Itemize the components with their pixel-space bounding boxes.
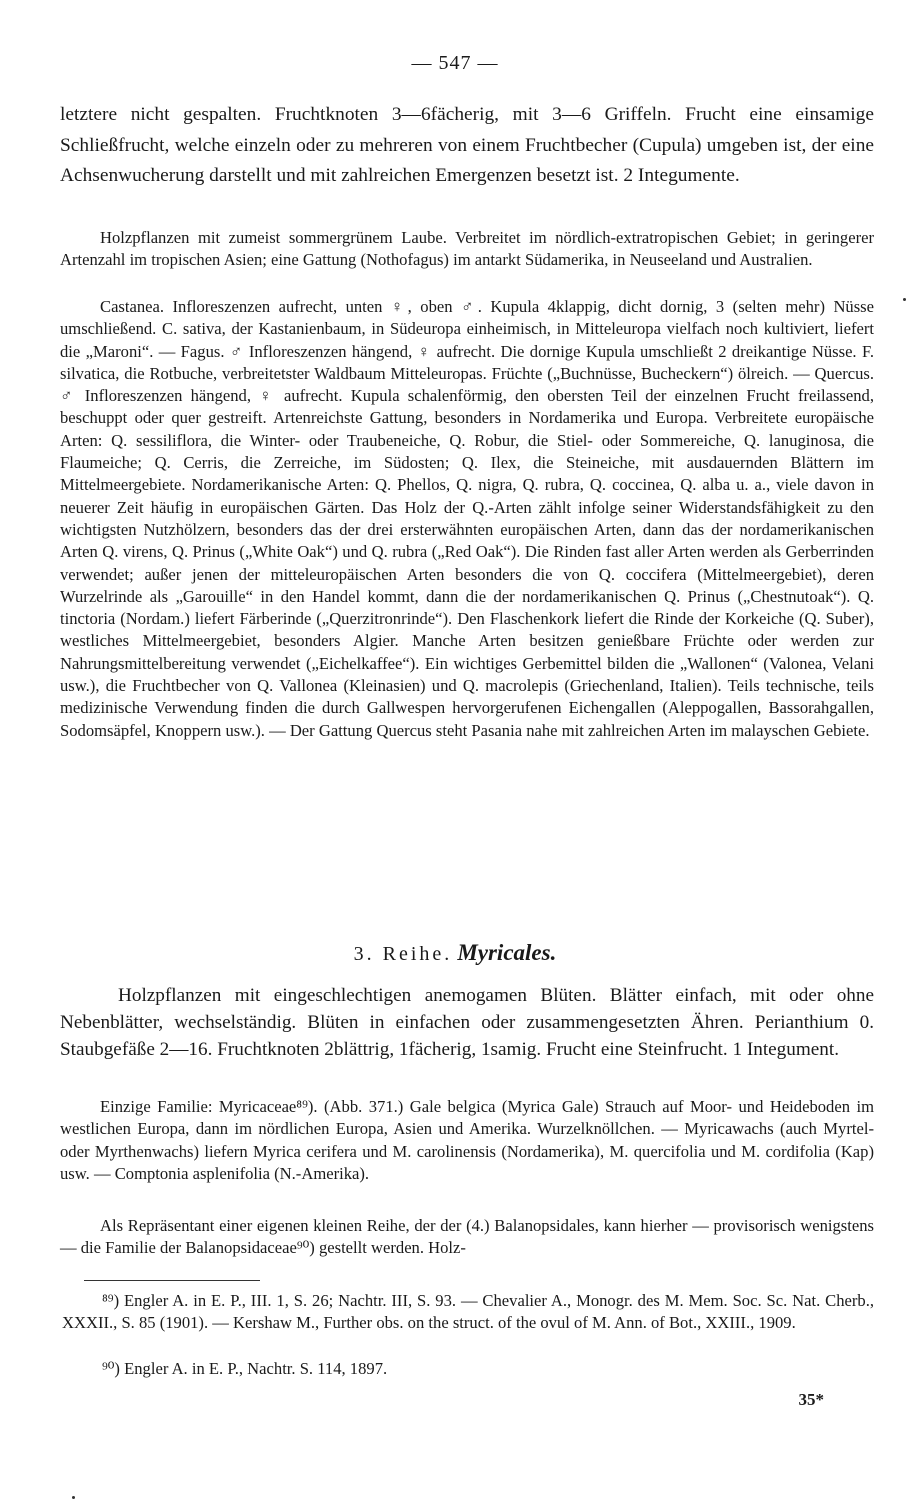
footnote-90: ⁹⁰) Engler A. in E. P., Nachtr. S. 114, 1897.: [102, 1359, 388, 1378]
page-number: — 547 —: [411, 52, 499, 74]
heading-title: Myricales.: [457, 940, 557, 965]
paragraph-distribution: Holzpflanzen mit zumeist sommergrünem Laube. Verbreitet im nördlich-extratropischen Gebiet; in geringerer Artenzahl im tropischen Asien; eine Gattung (Nothofagus) im antarkt Südamerika, in Neuseeland und Australien.: [60, 228, 874, 270]
footnote-89: ⁸⁹) Engler A. in E. P., III. 1, S. 26; Nachtr. III, S. 93. — Chevalier A., Monogr. des M. Mem. Soc. Sc. Nat. Cherb., XXXII., S. 85 (1901). — Kershaw M., Further obs. on the struct. of the ovul of M. Ann. of Bot., XXIII., 1909.: [62, 1291, 874, 1333]
paragraph-myricaceae: Einzige Familie: Myricaceae⁸⁹). (Abb. 371.) Gale belgica (Myrica Gale) Strauch auf Moor- und Heideboden im westlichen Europa, dann im nördlichen Europa, Asien und Amerika. Wurzelknöllchen. — Myricawachs (auch Myrtel- oder Myrthenwachs) liefern Myrica cerifera und M. carolinensis (Nordamerika), M. quercifolia und M. cordifolia (Kap) usw. — Comptonia asplenifolia (N.-Amerika).: [60, 1097, 874, 1183]
margin-speck: [903, 298, 906, 301]
heading-prefix: 3. Reihe.: [353, 943, 453, 965]
section-heading: [0, 940, 910, 966]
footnote-divider: [84, 1280, 260, 1281]
paragraph-balanopsidales: Als Repräsentant einer eigenen kleinen Reihe, der der (4.) Balanopsidales, kann hierher — provisorisch wenigstens — die Familie der Balanopsidaceae⁹⁰) gestellt werden. Holz-: [60, 1216, 874, 1258]
paragraph-genera: Castanea. Infloreszenzen aufrecht, unten ♀, oben ♂. Kupula 4klappig, dicht dornig, 3 (selten mehr) Nüsse umschließend. C. sativa, der Kastanienbaum, in Südeuropa einheimisch, in Mitteleuropa vielfach noch kultiviert, liefert die „Maroni“. — Fagus. ♂ Infloreszenzen hängend, ♀ aufrecht. Die dornige Kupula umschließt 2 dreikantige Nüsse. F. silvatica, die Rotbuche, verbreitetster Waldbaum Mitteleuropas. Früchte („Buchnüsse, Bucheckern“) ölreich. — Quercus. ♂ Infloreszenzen hängend, ♀ aufrecht. Kupula schalenförmig, den obersten Teil der einzelnen Frucht freilassend, beschuppt oder quer gestreift. Artenreichste Gattung, besonders in Nordamerika und Europa. Verbreitete europäische Arten: Q. sessiliflora, die Winter- oder Traubeneiche, Q. Robur, die Stiel- oder Sommereiche, Q. lanuginosa, die Flaumeiche; Q. Cerris, die Zerreiche, im Südosten; Q. Ilex, die Steineiche, mit ausdauernden Blättern im Mittelmeergebiete. Nordamerikanische Arten: Q. Phellos, Q. nigra, Q. rubra, Q. coccinea, Q. alba u. a., viele davon in neuerer Zeit häufig in europäischen Gärten. Das Holz der Q.-Arten zählt infolge seiner Widerstandsfähigkeit zu den wichtigsten Nutzhölzern, besonders das der drei ersterwähnten europäischen Arten, dann das der nordamerikanischen Arten Q. virens, Q. Prinus („White Oak“) und Q. rubra („Red Oak“). Die Rinden fast aller Arten werden als Gerberrinden verwendet; außer jenen der mitteleuropäischen Arten besonders die von Q. coccifera (Mittelmeergebiet), deren Wurzelrinde als „Garouille“ in den Handel kommt, dann die der nordamerikanischen Q. Prinus („Chestnutoak“). Q. tinctoria (Nordam.) liefert Färberinde („Querzitronrinde“). Den Flaschenkork liefert die Rinde der Korkeiche (Q. Suber), westliches Mittelmeergebiet, besonders Algier. Manche Arten besitzen genießbare Früchte oder werden zur Nahrungsmittelbereitung verwendet („Eichelkaffee“). Ein wichtiges Gerbemittel bilden die „Wallonen“ (Valonea, Velani usw.), die Fruchtbecher von Q. Vallonea (Kleinasien) und Q. macrolepis (Griechenland, Italien). Teils technische, teils medizinische Verwendung finden die durch Gallwespen hervorgerufenen Eichengallen (Aleppogallen, Bassorahgallen, Sodomsäpfel, Knoppern usw.). — Der Gattung Quercus steht Pasania nahe mit zahlreichen Arten im malayschen Gebiete.: [60, 297, 874, 740]
margin-speck: [72, 1496, 75, 1499]
printer-signature: 35*: [798, 1390, 824, 1409]
paragraph-fruit-description: letztere nicht gespalten. Fruchtknoten 3—6fächerig, mit 3—6 Griffeln. Frucht eine einsamige Schließfrucht, welche einzeln oder zu mehreren von einem Fruchtbecher (Cupula) umgeben ist, der eine Achsenwucherung darstellt und mit zahlreichen Emergenzen besetzt ist. 2 Integumente.: [60, 104, 874, 187]
paragraph-myricales: Holzpflanzen mit eingeschlechtigen anemogamen Blüten. Blätter einfach, mit oder ohne Nebenblätter, wechselständig. Blüten in einfachen oder zusammengesetzten Ähren. Perianthium 0. Staubgefäße 2—16. Fruchtknoten 2blättrig, 1fächerig, 1samig. Frucht eine Steinfrucht. 1 Integument.: [60, 985, 874, 1060]
